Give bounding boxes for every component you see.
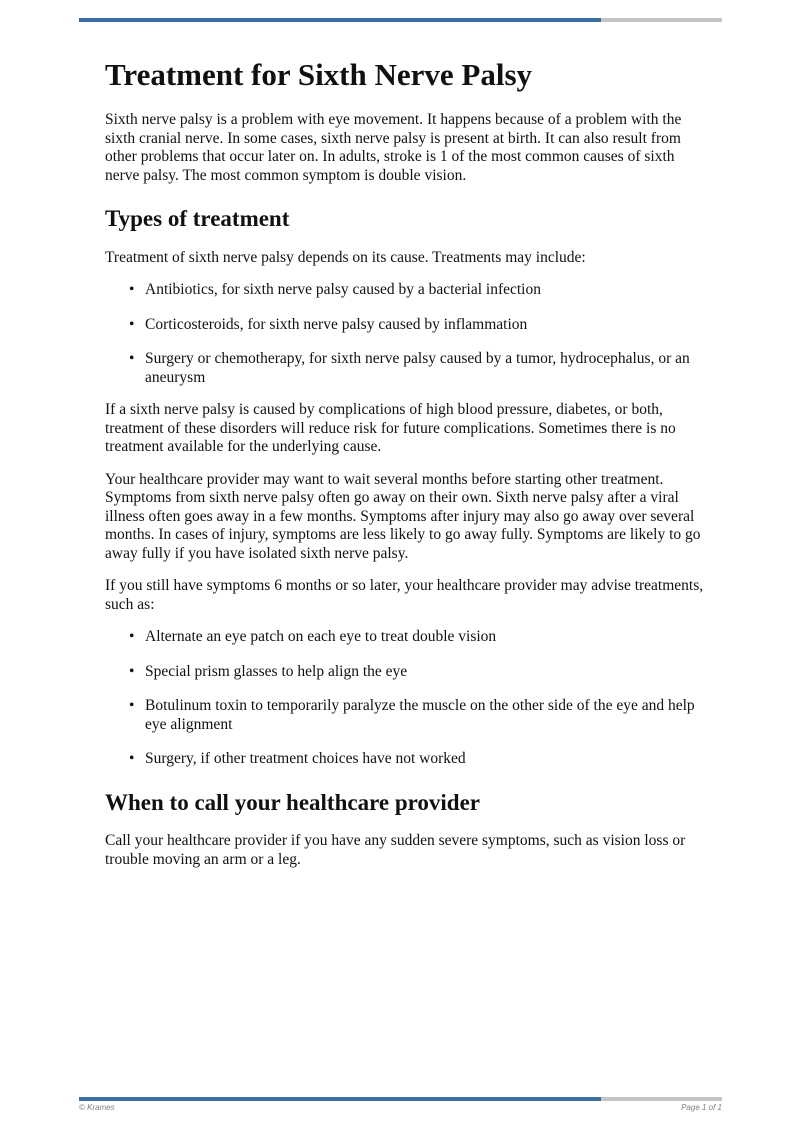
list-item [129,315,705,335]
wait-paragraph: Your healthcare provider may want to wait several months before starting other treatment. Symptoms from sixth nerve palsy often go away on their own. Sixth nerve palsy after a viral illness often goes away in a few months. Symptoms after injury may also go away over several months. In cases of injury, symptoms are less likely to go away fully. Symptoms are likely to go away fully if you have isolated sixth nerve palsy. [105,470,701,562]
list-item-text: Corticosteroids, for sixth nerve palsy caused by inflammation [145,315,528,333]
footer-rule [79,1097,722,1101]
footer-copyright: © Krames [79,1103,115,1112]
list-item-text: Botulinum toxin to temporarily paralyze the muscle on the other side of the eye and help eye alignment [145,697,695,733]
bullet-icon: • [129,281,135,299]
bullet-icon: • [129,750,135,768]
bullet-icon: • [129,350,135,368]
footer-rule-secondary [601,1097,722,1101]
header-rule-primary [79,18,601,22]
list-item [129,628,705,647]
types-lead: Treatment of sixth nerve palsy depends on its cause. Treatments may include: [105,248,586,266]
list-item-text: Alternate an eye patch on each eye to treat double vision [145,628,497,646]
list-item [129,662,705,682]
list-item [129,281,705,300]
later-treatment-list [105,628,705,769]
bullet-icon: • [129,628,135,646]
bullet-icon: • [129,315,135,333]
footer-rule-primary [79,1097,601,1101]
list-item [129,750,705,769]
header-rule [79,18,722,22]
header-rule-secondary [601,18,722,22]
treatment-list [105,281,705,387]
bullet-icon: • [129,697,135,715]
list-item [129,697,705,734]
list-item-text: Special prism glasses to help align the eye [145,662,408,680]
complications-paragraph: If a sixth nerve palsy is caused by complications of high blood pressure, diabetes, or both, treatment of these disorders will reduce risk for future complications. Sometimes there is no treatment available for the underlying cause. [105,401,676,456]
document-body [105,56,705,883]
list-item-text: Surgery, if other treatment choices have not worked [145,750,466,768]
list-item-text: Antibiotics, for sixth nerve palsy caused by a bacterial infection [145,281,541,299]
intro-paragraph: Sixth nerve palsy is a problem with eye movement. It happens because of a problem with the sixth cranial nerve. In some cases, sixth nerve palsy is present at birth. It can also result from other problems that occur later on. In adults, stroke is 1 of the most common causes of sixth nerve palsy. The most common symptom is double vision. [105,111,682,184]
footer-page-number: Page 1 of 1 [681,1103,722,1112]
when-to-call-heading: When to call your healthcare provider [105,789,481,815]
later-treatment-paragraph: If you still have symptoms 6 months or so later, your healthcare provider may advise treatments, such as: [105,577,704,613]
page-title: Treatment for Sixth Nerve Palsy [105,57,533,92]
types-heading: Types of treatment [105,206,290,232]
bullet-icon: • [129,662,135,680]
list-item-text: Surgery or chemotherapy, for sixth nerve palsy caused by a tumor, hydrocephalus, or an aneurysm [145,350,690,386]
list-item [129,350,705,387]
when-to-call-paragraph: Call your healthcare provider if you have any sudden severe symptoms, such as vision loss or trouble moving an arm or a leg. [105,832,686,868]
